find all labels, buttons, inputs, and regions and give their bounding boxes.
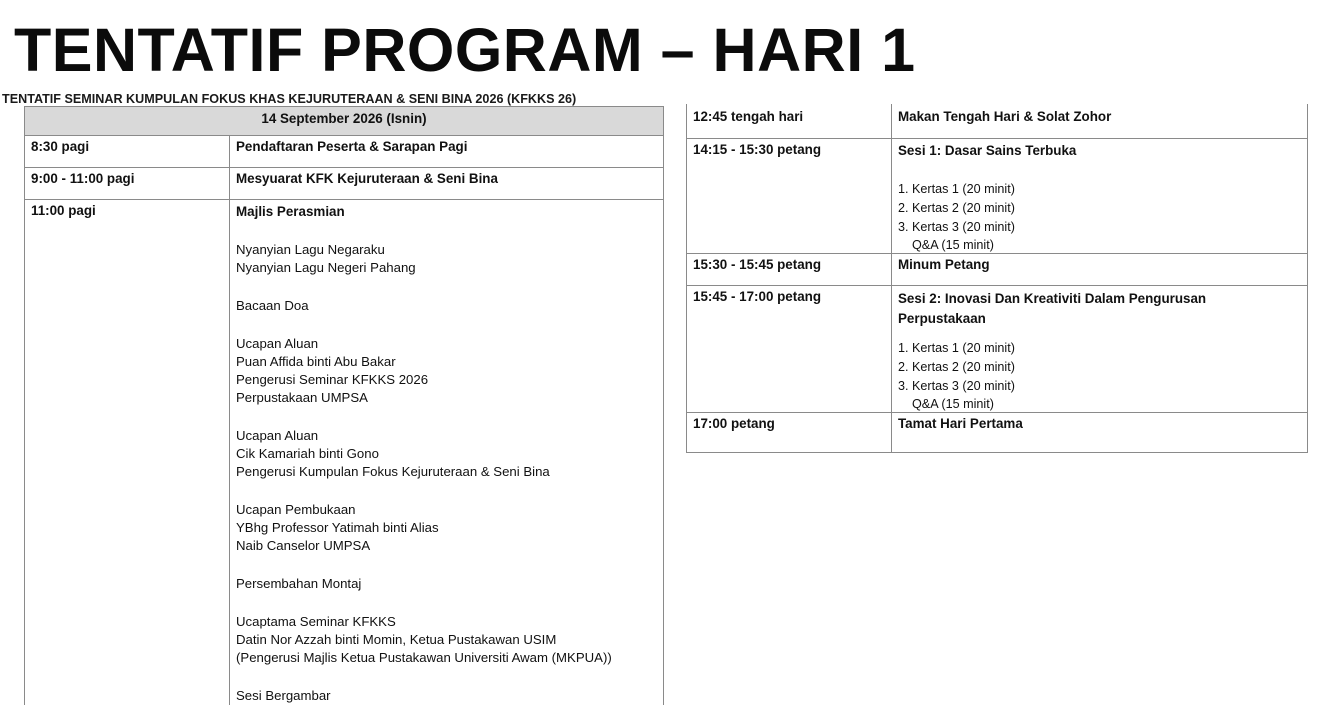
table-row: [687, 286, 1308, 413]
activity-cell: Makan Tengah Hari & Solat Zohor: [892, 104, 1308, 139]
time-cell: 15:30 - 15:45 petang: [687, 254, 892, 286]
program-line: Perpustakaan UMPSA: [236, 389, 657, 407]
date-header-row: [25, 107, 664, 136]
program-line: (Pengerusi Majlis Ketua Pustakawan Universiti Awam (MKPUA)): [236, 649, 657, 667]
program-line: Datin Nor Azzah binti Momin, Ketua Pustakawan USIM: [236, 631, 657, 649]
paper-item: 3. Kertas 3 (20 minit): [898, 377, 1301, 396]
activity-cell: [892, 286, 1308, 413]
program-line: Naib Canselor UMPSA: [236, 537, 657, 555]
program-line: Puan Affida binti Abu Bakar: [236, 353, 657, 371]
paper-item: 2. Kertas 2 (20 minit): [898, 358, 1301, 377]
paper-item: 1. Kertas 1 (20 minit): [898, 180, 1301, 199]
activity-cell: Tamat Hari Pertama: [892, 413, 1308, 453]
time-cell: 14:15 - 15:30 petang: [687, 139, 892, 254]
program-line: Nyanyian Lagu Negeri Pahang: [236, 259, 657, 277]
activity-cell: [230, 200, 664, 705]
table-row: [687, 139, 1308, 254]
time-cell: 9:00 - 11:00 pagi: [25, 168, 230, 200]
program-line: Bacaan Doa: [236, 297, 657, 315]
table-row: [25, 168, 664, 200]
program-line: Pengerusi Seminar KFKKS 2026: [236, 371, 657, 389]
program-line: Ucapan Pembukaan: [236, 501, 657, 519]
activity-title: Sesi 1: Dasar Sains Terbuka: [898, 142, 1301, 160]
qa-item: Q&A (15 minit): [898, 237, 1301, 253]
table-row: [687, 254, 1308, 286]
activity-cell: [892, 139, 1308, 254]
time-cell: 12:45 tengah hari: [687, 104, 892, 139]
program-line: Nyanyian Lagu Negaraku: [236, 241, 657, 259]
activity-title-cont: Perpustakaan: [898, 309, 1301, 329]
table-row: [25, 200, 664, 705]
time-cell: 17:00 petang: [687, 413, 892, 453]
activity-cell: Minum Petang: [892, 254, 1308, 286]
program-line: YBhg Professor Yatimah binti Alias: [236, 519, 657, 537]
program-line: Pengerusi Kumpulan Fokus Kejuruteraan & Seni Bina: [236, 463, 657, 481]
schedule-table-right: [686, 104, 1308, 453]
table-row: [687, 104, 1308, 139]
program-line: Ucapan Aluan: [236, 427, 657, 445]
program-line: Persembahan Montaj: [236, 575, 657, 593]
date-header: 14 September 2026 (Isnin): [25, 107, 664, 136]
time-cell: 15:45 - 17:00 petang: [687, 286, 892, 413]
paper-item: 2. Kertas 2 (20 minit): [898, 199, 1301, 218]
program-line: Sesi Bergambar: [236, 687, 657, 705]
seminar-subtitle: TENTATIF SEMINAR KUMPULAN FOKUS KHAS KEJURUTERAAN & SENI BINA 2026 (KFKKS 26): [2, 92, 576, 106]
paper-item: 1. Kertas 1 (20 minit): [898, 339, 1301, 358]
program-line: Ucaptama Seminar KFKKS: [236, 613, 657, 631]
time-cell: 11:00 pagi: [25, 200, 230, 705]
program-line: Cik Kamariah binti Gono: [236, 445, 657, 463]
activity-cell: Pendaftaran Peserta & Sarapan Pagi: [230, 136, 664, 168]
program-line: Ucapan Aluan: [236, 335, 657, 353]
table-row: [687, 413, 1308, 453]
time-cell: 8:30 pagi: [25, 136, 230, 168]
table-row: [25, 136, 664, 168]
schedule-table-left: [24, 106, 664, 705]
activity-cell: Mesyuarat KFK Kejuruteraan & Seni Bina: [230, 168, 664, 200]
qa-item: Q&A (15 minit): [898, 396, 1301, 412]
paper-item: 3. Kertas 3 (20 minit): [898, 218, 1301, 237]
activity-title: Majlis Perasmian: [236, 203, 657, 221]
activity-title: Sesi 2: Inovasi Dan Kreativiti Dalam Pengurusan: [898, 289, 1301, 309]
page-title: TENTATIF PROGRAM – HARI 1: [14, 14, 916, 86]
